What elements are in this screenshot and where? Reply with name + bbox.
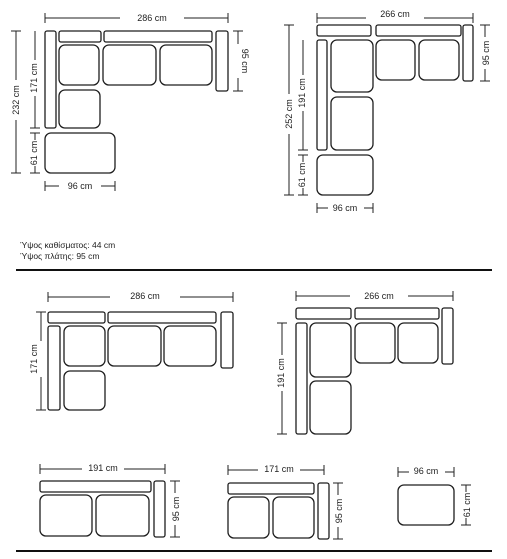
seat-cushion: [331, 40, 373, 92]
armrest-right: [318, 483, 329, 539]
depth-label: 95 cm: [481, 40, 491, 66]
ottoman-width-label: 96 cm: [413, 466, 439, 476]
backrest-side: [48, 326, 60, 410]
backrest-top: [48, 312, 105, 323]
arm-height-note: Ύψος πλάτης: 95 cm: [20, 251, 100, 261]
corner-sofa-left: [29, 290, 233, 410]
seat-cushion: [273, 497, 314, 538]
backrest-top: [376, 25, 461, 36]
height-notes: [20, 240, 115, 262]
seat-cushion: [64, 371, 105, 410]
width-label: 266 cm: [364, 291, 394, 301]
armrest-right: [154, 481, 165, 537]
armrest-right: [463, 25, 473, 81]
seat-cushion: [398, 323, 438, 363]
ottoman-width-label: 96 cm: [67, 181, 93, 191]
ottoman: [317, 155, 373, 195]
seat-cushion: [310, 323, 351, 377]
width-label: 286 cm: [130, 291, 160, 301]
ottoman-depth-label: 61 cm: [29, 140, 39, 166]
corner-sofa-right: [275, 290, 453, 434]
depth-label: 95 cm: [334, 498, 344, 524]
backrest-top: [228, 483, 314, 494]
backrest-top: [40, 481, 151, 492]
seat-cushion: [310, 381, 351, 434]
total-depth-label: 232 cm: [11, 85, 21, 115]
width-label: 171 cm: [264, 464, 294, 474]
armrest-right: [216, 31, 228, 91]
seat-cushion: [64, 326, 105, 366]
depth-label: 95 cm: [240, 48, 250, 74]
seat-cushion: [164, 326, 216, 366]
backrest-top: [104, 31, 212, 42]
side-length-label: 171 cm: [29, 63, 39, 93]
backrest-top: [59, 31, 101, 42]
backrest-top: [108, 312, 216, 323]
armrest-right: [221, 312, 233, 368]
corner-sofa-left-with-ottoman: [9, 11, 250, 192]
side-length-label: 191 cm: [297, 78, 307, 108]
corner-sofa-right-with-ottoman: [282, 7, 492, 214]
ottoman-width-label: 96 cm: [332, 203, 358, 213]
backrest-top: [355, 308, 439, 319]
width-label: 191 cm: [88, 463, 118, 473]
seat-cushion: [59, 45, 99, 85]
backrest-top: [317, 25, 371, 36]
seat-cushion: [160, 45, 212, 85]
width-label: 266 cm: [380, 9, 410, 19]
ottoman: [45, 133, 115, 173]
seat-cushion: [59, 90, 100, 128]
ottoman-standalone: [398, 465, 473, 525]
seat-cushion: [355, 323, 395, 363]
seat-cushion: [228, 497, 269, 538]
armrest-right: [442, 308, 453, 364]
seat-cushion: [40, 495, 92, 536]
depth-label: 95 cm: [171, 496, 181, 522]
seat-cushion: [419, 40, 459, 80]
seat-cushion: [376, 40, 415, 80]
backrest-side: [296, 323, 307, 434]
two-seat-sofa: [228, 463, 345, 539]
seat-cushion: [108, 326, 161, 366]
seat-height-note: Ύψος καθίσματος: 44 cm: [20, 240, 116, 250]
width-label: 286 cm: [137, 13, 167, 23]
seat-cushion: [96, 495, 149, 536]
ottoman-depth-label: 61 cm: [462, 492, 472, 518]
backrest-side: [45, 31, 56, 128]
ottoman: [398, 485, 454, 525]
seat-cushion: [331, 97, 373, 150]
side-length-label: 191 cm: [276, 358, 286, 388]
total-depth-label: 252 cm: [284, 99, 294, 129]
three-seat-sofa: [40, 462, 182, 537]
backrest-side: [317, 40, 327, 150]
ottoman-depth-label: 61 cm: [297, 162, 307, 188]
seat-cushion: [103, 45, 156, 85]
backrest-top: [296, 308, 351, 319]
side-length-label: 171 cm: [29, 344, 39, 374]
